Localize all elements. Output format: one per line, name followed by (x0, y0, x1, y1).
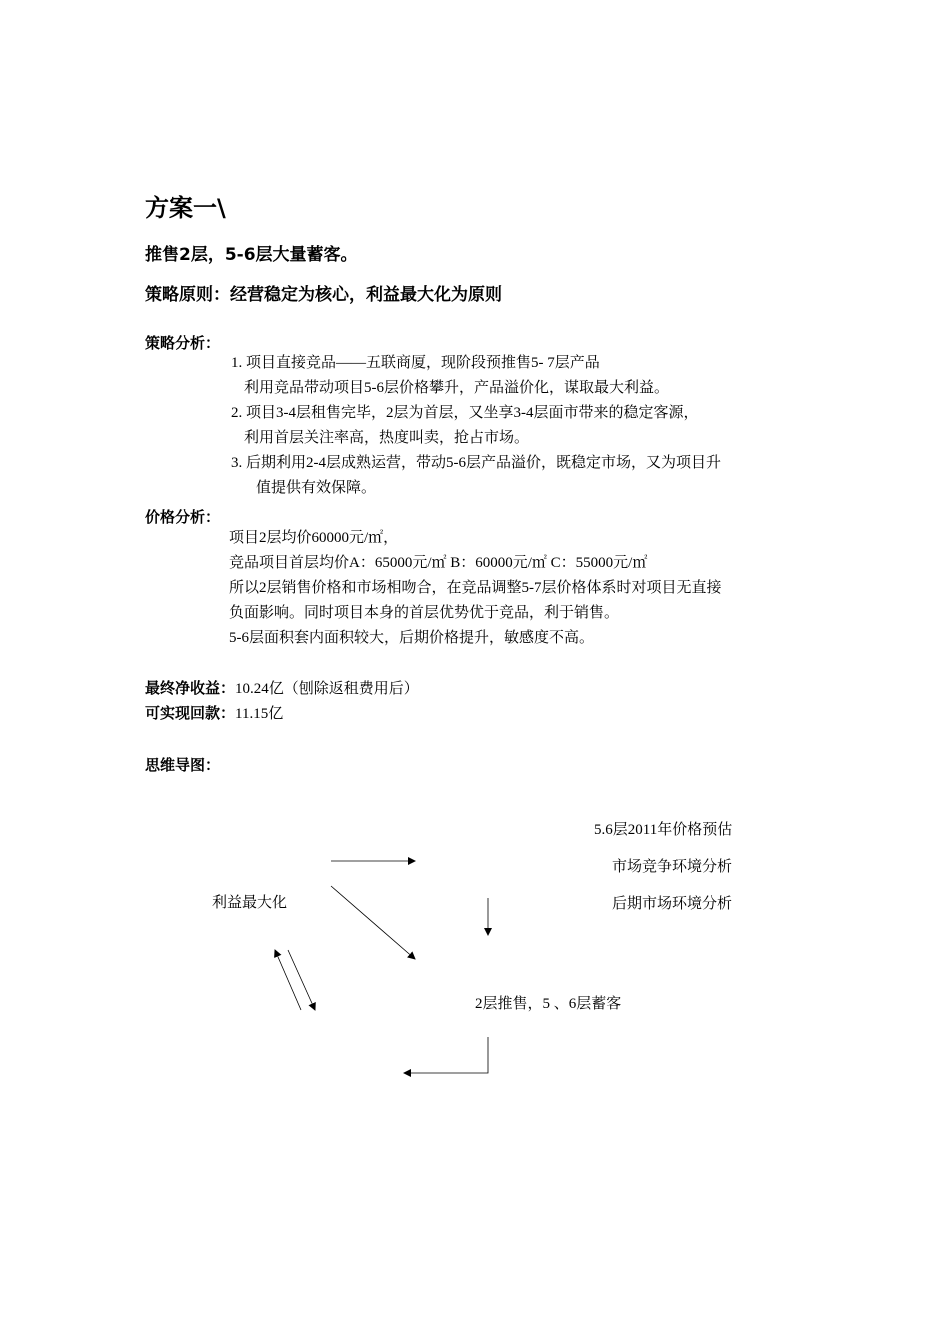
price-heading: 价格分析： (145, 508, 221, 526)
strategy-line-4: 利用首层关注率高，热度叫卖，抢占市场。 (244, 430, 530, 446)
plan-subtitle: 推售2层，5-6层大量蓄客。 (145, 245, 358, 265)
price-line-2: 竞品项目首层均价A：65000元/㎡ B：60000元/㎡ C：55000元/㎡ (229, 555, 648, 571)
strategy-line-1: 1. 项目直接竞品——五联商厦，现阶段预推售5- 7层产品 (231, 355, 600, 371)
price-line-5: 5-6层面积套内面积较大，后期价格提升，敏感度不高。 (229, 630, 594, 646)
mindmap-heading: 思维导图： (145, 756, 221, 774)
payment-return-value: 11.15亿 (235, 706, 284, 722)
arrow-diag-down (288, 950, 315, 1010)
strategy-heading: 策略分析： (145, 334, 221, 352)
mindmap-node-right-2: 市场竞争环境分析 (612, 859, 733, 875)
strategy-principle: 策略原则：经营稳定为核心，利益最大化为原则 (145, 285, 502, 305)
arrow-diag-up (275, 950, 301, 1010)
arrow-center-feedback (404, 1037, 488, 1073)
page-title: 方案一\ (145, 194, 226, 222)
mindmap-node-center: 2层推售，5 、6层蓄客 (475, 996, 622, 1012)
payment-return (145, 701, 283, 727)
price-line-3: 所以2层销售价格和市场相吻合，在竞品调整5-7层价格体系时对项目无直接 (229, 580, 722, 596)
strategy-line-5: 3. 后期利用2-4层成熟运营，带动5-6层产品溢价，既稳定市场，又为项目升 (231, 455, 721, 471)
price-line-4: 负面影响。同时项目本身的首层优势优于竞品，利于销售。 (229, 605, 620, 621)
strategy-line-3: 2. 项目3-4层租售完毕，2层为首层，又坐享3-4层面市带来的稳定客源， (231, 405, 699, 421)
strategy-line-6: 值提供有效保障。 (256, 480, 377, 496)
arrow-left-to-center (331, 886, 415, 959)
mindmap-node-right-1: 5.6层2011年价格预估 (594, 822, 733, 838)
price-line-1: 项目2层均价60000元/㎡， (229, 530, 399, 546)
mindmap-node-right-3: 后期市场环境分析 (612, 896, 733, 912)
net-income (145, 676, 419, 702)
net-income-value: 10.24亿（刨除返租费用后） (235, 681, 419, 697)
payment-return-label: 可实现回款： (145, 704, 236, 722)
net-income-label: 最终净收益： (145, 679, 236, 697)
strategy-line-2: 利用竞品带动项目5-6层价格攀升，产品溢价化，谋取最大利益。 (244, 380, 669, 396)
mindmap-node-left: 利益最大化 (212, 895, 288, 911)
